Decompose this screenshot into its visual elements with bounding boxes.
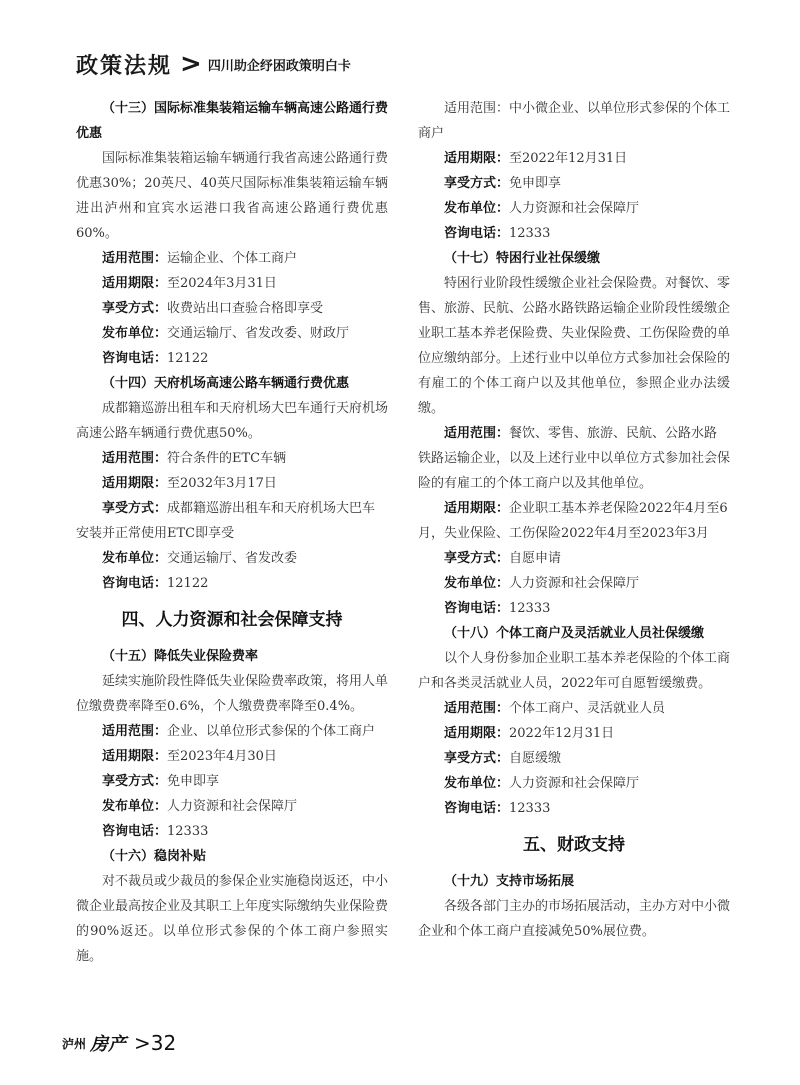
field-value: 12333 — [509, 601, 551, 616]
policy-19-body: 各级各部门主办的市场拓展活动，主办方对中小微企业和个体工商户直接减免50%展位费。 — [418, 899, 731, 939]
field-key: 咨询电话： — [102, 351, 168, 366]
field-value: 个体工商户、灵活就业人员 — [509, 701, 666, 716]
policy-19-title: （十九）支持市场拓展 — [444, 874, 575, 889]
field-key: 适用范围： — [102, 451, 168, 466]
logo-small-text: 泸州 — [62, 1036, 87, 1051]
policy-field — [76, 496, 388, 546]
field-value: 自愿申请 — [509, 551, 562, 566]
field-value: 人力资源和社会保障厅 — [509, 576, 640, 591]
policy-field — [418, 196, 730, 221]
field-key: 适用期限： — [444, 501, 510, 516]
field-value: 12122 — [167, 576, 209, 591]
field-key: 发布单位： — [444, 776, 510, 791]
field-key: 适用范围： — [444, 426, 510, 441]
section-5-heading: 五、财政支持 — [523, 835, 625, 855]
field-key: 适用期限： — [444, 726, 510, 741]
right-column — [418, 96, 730, 944]
field-key: 享受方式： — [444, 751, 510, 766]
field-key: 享受方式： — [102, 301, 168, 316]
policy-field — [418, 796, 730, 821]
field-value: 12333 — [167, 824, 209, 839]
field-value: 企业、以单位形式参保的个体工商户 — [167, 724, 376, 739]
header-arrow: > — [180, 49, 202, 79]
page-number: >32 — [134, 1031, 177, 1055]
policy-17-fields — [418, 421, 730, 621]
policy-17-body: 特困行业阶段性缓缴企业社会保险费。对餐饮、零售、旅游、民航、公路水路铁路运输企业阶段性缓缴企业职工基本养老保险费、失业保险费、工伤保险费的单位应缴纳部分。上述行业中以单位方式参加社会保险的有雇工的个体工商户以及其他单位，参照企业办法缓缴。 — [418, 276, 731, 416]
policy-field — [76, 471, 388, 496]
field-value: 免申即享 — [167, 774, 220, 789]
policy-field — [76, 794, 388, 819]
field-key: 咨询电话： — [444, 226, 510, 241]
field-key: 享受方式： — [102, 774, 168, 789]
field-value: 交通运输厅、省发改委、财政厅 — [167, 326, 350, 341]
policy-field — [418, 496, 730, 546]
field-key: 适用期限： — [102, 749, 168, 764]
policy-16-fields — [418, 96, 730, 246]
section-title: 政策法规 — [76, 53, 173, 79]
field-key: 适用期限： — [444, 151, 510, 166]
policy-field — [418, 746, 730, 771]
field-value: 餐饮、零售、旅游、民航、公路水路铁路运输企业，以及上述行业中以单位方式参加社会保险的有雇工的个体工商户以及其他单位。 — [418, 426, 731, 491]
field-value: 交通运输厅、省发改委 — [167, 551, 298, 566]
field-value: 2022年12月31日 — [509, 726, 615, 741]
logo-big-text: 房产 — [90, 1034, 127, 1055]
field-key: 适用范围： — [102, 251, 168, 266]
policy-field — [418, 171, 730, 196]
left-column — [76, 96, 388, 969]
policy-field — [76, 321, 388, 346]
policy-field — [76, 819, 388, 844]
policy-13-body: 国际标准集装箱运输车辆通行我省高速公路通行费优惠30%；20英尺、40英尺国际标准集装箱运输车辆进出泸州和宜宾水运港口我省高速公路通行费优惠60%。 — [76, 151, 389, 241]
policy-15-title: （十五）降低失业保险费率 — [102, 649, 259, 664]
policy-15-fields — [76, 719, 388, 844]
policy-field — [418, 721, 730, 746]
field-key: 适用期限： — [102, 276, 168, 291]
field-value: 人力资源和社会保障厅 — [509, 776, 640, 791]
field-key: 发布单位： — [444, 201, 510, 216]
magazine-logo — [62, 1030, 126, 1056]
policy-field — [76, 346, 388, 371]
field-key: 享受方式： — [444, 176, 510, 191]
field-value: 人力资源和社会保障厅 — [509, 201, 640, 216]
policy-15-body: 延续实施阶段性降低失业保险费率政策，将用人单位缴费费率降至0.6%，个人缴费费率降至0.4%。 — [76, 674, 389, 714]
policy-16-title: （十六）稳岗补贴 — [102, 849, 207, 864]
policy-field — [76, 744, 388, 769]
field-value: 至2024年3月31日 — [167, 276, 277, 291]
policy-14-fields — [76, 446, 388, 596]
field-key: 享受方式： — [102, 501, 168, 516]
field-key: 发布单位： — [102, 551, 168, 566]
policy-field — [418, 146, 730, 171]
field-value: 人力资源和社会保障厅 — [167, 799, 298, 814]
policy-17-title: （十七）特困行业社保缓缴 — [444, 251, 601, 266]
policy-field — [76, 271, 388, 296]
field-value: 至2032年3月17日 — [167, 476, 277, 491]
field-key: 咨询电话： — [444, 601, 510, 616]
policy-field — [418, 696, 730, 721]
field-value: 免申即享 — [509, 176, 562, 191]
policy-18-body: 以个人身份参加企业职工基本养老保险的个体工商户和各类灵活就业人员，2022年可自愿暂缓缴费。 — [418, 651, 731, 691]
field-key: 咨询电话： — [102, 576, 168, 591]
header-subtitle: 四川助企纾困政策明白卡 — [207, 58, 351, 74]
field-value: 适用范围：中小微企业、以单位形式参保的个体工商户 — [418, 101, 731, 141]
field-value: 至2022年12月31日 — [509, 151, 628, 166]
policy-field — [418, 571, 730, 596]
field-value: 符合条件的ETC车辆 — [167, 451, 287, 466]
field-value: 12122 — [167, 351, 209, 366]
policy-field — [418, 221, 730, 246]
field-value: 收费站出口查验合格即享受 — [167, 301, 324, 316]
policy-18-fields — [418, 696, 730, 821]
field-key: 适用范围： — [444, 701, 510, 716]
page-footer — [62, 1028, 176, 1058]
field-key: 咨询电话： — [444, 801, 510, 816]
policy-16-body: 对不裁员或少裁员的参保企业实施稳岗返还，中小微企业最高按企业及其职工上年度实际缴纳失业保险费的90%返还。以单位形式参保的个体工商户参照实施。 — [76, 874, 389, 964]
policy-13-fields — [76, 246, 388, 371]
field-value: 企业职工基本养老保险2022年4月至6月，失业保险、工伤保险2022年4月至2023年3月 — [418, 501, 728, 541]
field-key: 适用范围： — [102, 724, 168, 739]
field-key: 发布单位： — [102, 326, 168, 341]
policy-field — [76, 446, 388, 471]
policy-field — [76, 546, 388, 571]
section-4-heading: 四、人力资源和社会保障支持 — [121, 610, 343, 630]
policy-field — [418, 771, 730, 796]
policy-field — [418, 421, 730, 496]
policy-13-title: （十三）国际标准集装箱运输车辆高速公路通行费优惠 — [76, 101, 389, 141]
policy-field — [76, 719, 388, 744]
policy-field — [76, 296, 388, 321]
field-key: 发布单位： — [444, 576, 510, 591]
field-value: 至2023年4月30日 — [167, 749, 277, 764]
field-value: 成都籍巡游出租车和天府机场大巴车安装并正常使用ETC即享受 — [76, 501, 376, 541]
policy-14-title: （十四）天府机场高速公路车辆通行费优惠 — [102, 376, 350, 391]
field-value: 12333 — [509, 226, 551, 241]
policy-field — [76, 769, 388, 794]
field-value: 运输企业、个体工商户 — [167, 251, 298, 266]
policy-14-body: 成都籍巡游出租车和天府机场大巴车通行天府机场高速公路车辆通行费优惠50%。 — [76, 401, 389, 441]
field-key: 适用期限： — [102, 476, 168, 491]
policy-field — [418, 96, 730, 146]
policy-field — [418, 596, 730, 621]
field-value: 12333 — [509, 801, 551, 816]
policy-field — [76, 571, 388, 596]
field-value: 自愿缓缴 — [509, 751, 562, 766]
policy-field — [76, 246, 388, 271]
field-key: 咨询电话： — [102, 824, 168, 839]
field-key: 享受方式： — [444, 551, 510, 566]
field-key: 发布单位： — [102, 799, 168, 814]
policy-18-title: （十八）个体工商户及灵活就业人员社保缓缴 — [444, 626, 705, 641]
page-header — [76, 44, 351, 84]
policy-field — [418, 546, 730, 571]
